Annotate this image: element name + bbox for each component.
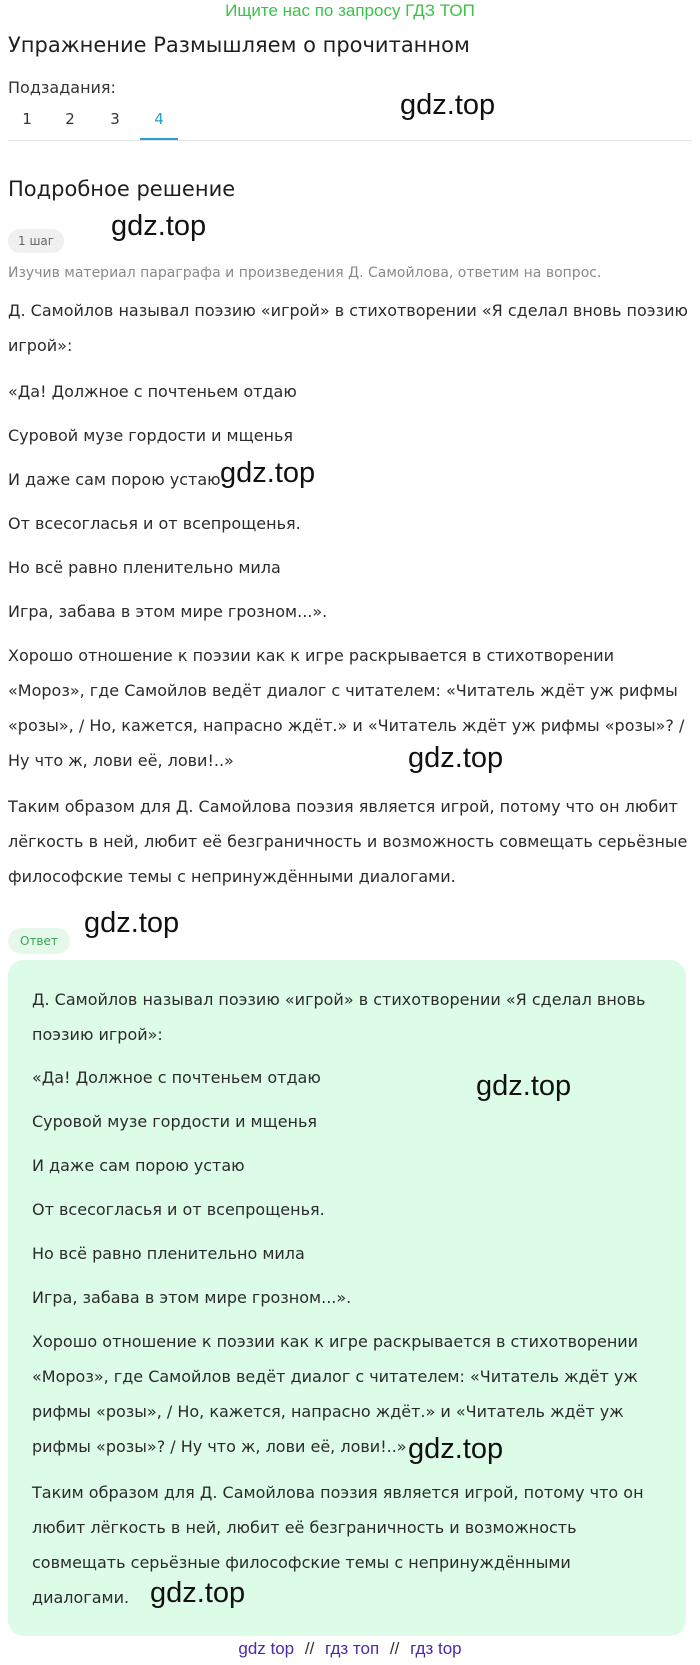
answer-poem-line: Суровой музе гордости и мщенья (32, 1112, 318, 1131)
footer-link[interactable]: гдз top (410, 1639, 462, 1658)
subtask-tabs (8, 102, 692, 141)
footer-links (0, 1637, 700, 1661)
solution-paragraph: Хорошо отношение к поэзии как к игре раскрывается в стихотворении «Мороз», где Самойлов ведёт диалог с читателем: «Читатель ждёт уж рифмы «розы», / Но, кажется, напрасно ждёт.» и «Читатель ждёт уж рифмы «розы»? / Ну что ж, лови её, лови!..» (8, 646, 685, 770)
watermark: gdz.top (220, 457, 316, 489)
subtasks-label: Подзадания: (8, 78, 116, 97)
solution-paragraph: Д. Самойлов называл поэзию «игрой» в стихотворении «Я сделал вновь поэзию игрой»: (8, 301, 688, 355)
watermark: gdz.top (111, 210, 207, 242)
watermark: gdz.top (408, 742, 504, 774)
poem-line: Суровой музе гордости и мщенья (8, 426, 294, 445)
answer-poem-line: И даже сам порою устаю (32, 1156, 245, 1175)
promo-banner: Ищите нас по запросу ГДЗ ТОП (225, 1, 475, 20)
watermark: gdz.top (84, 907, 180, 939)
footer-separator: // (304, 1639, 315, 1658)
intro-text: Изучив материал параграфа и произведения Д. Самойлова, ответим на вопрос. (8, 265, 602, 281)
watermark: gdz.top (400, 89, 496, 121)
answer-paragraph: Таким образом для Д. Самойлова поэзия является игрой, потому что он любит лёгкость в ней, любит её безграничность и возможность совмещать серьёзные философские темы с непринуждёнными диалогами. (32, 1483, 644, 1607)
tab-2[interactable]: 2 (65, 110, 75, 128)
solution-paragraph: Таким образом для Д. Самойлова поэзия является игрой, потому что он любит лёгкость в ней, любит её безграничность и возможность совмещать серьёзные философские темы с непринуждёнными диалогами. (8, 797, 688, 886)
poem-line: «Да! Должное с почтеньем отдаю (8, 382, 297, 401)
answer-poem-line: Игра, забава в этом мире грозном...». (32, 1288, 352, 1307)
footer-separator: // (389, 1639, 400, 1658)
section-title: Подробное решение (8, 177, 236, 201)
step-badge: 1 шаг (8, 229, 64, 253)
footer-link[interactable]: gdz top (238, 1639, 295, 1658)
poem-line: И даже сам порою устаю (8, 470, 221, 489)
watermark: gdz.top (476, 1070, 572, 1102)
answer-poem-line: «Да! Должное с почтеньем отдаю (32, 1068, 321, 1087)
answer-poem-line: Но всё равно пленительно мила (32, 1244, 305, 1263)
poem-line: Игра, забава в этом мире грозном...». (8, 602, 328, 621)
poem-line: От всесогласья и от всепрощенья. (8, 514, 301, 533)
footer-link[interactable]: гдз топ (325, 1639, 380, 1658)
tab-1[interactable]: 1 (22, 110, 32, 128)
answer-badge: Ответ (8, 928, 70, 954)
watermark: gdz.top (150, 1577, 246, 1609)
answer-poem-line: От всесогласья и от всепрощенья. (32, 1200, 325, 1219)
answer-paragraph: Хорошо отношение к поэзии как к игре раскрывается в стихотворении «Мороз», где Самойлов ведёт диалог с читателем: «Читатель ждёт уж рифмы «розы», / Но, кажется, напрасно ждёт.» и «Читатель ждёт уж рифмы «розы»? / Ну что ж, лови её, лови!..» (32, 1332, 639, 1456)
page-title: Упражнение Размышляем о прочитанном (8, 33, 470, 57)
watermark: gdz.top (408, 1433, 504, 1465)
tab-4[interactable]: 4 (140, 102, 178, 140)
poem-line: Но всё равно пленительно мила (8, 558, 281, 577)
answer-paragraph: Д. Самойлов называл поэзию «игрой» в стихотворении «Я сделал вновь поэзию игрой»: (32, 990, 646, 1044)
tab-3[interactable]: 3 (110, 110, 120, 128)
